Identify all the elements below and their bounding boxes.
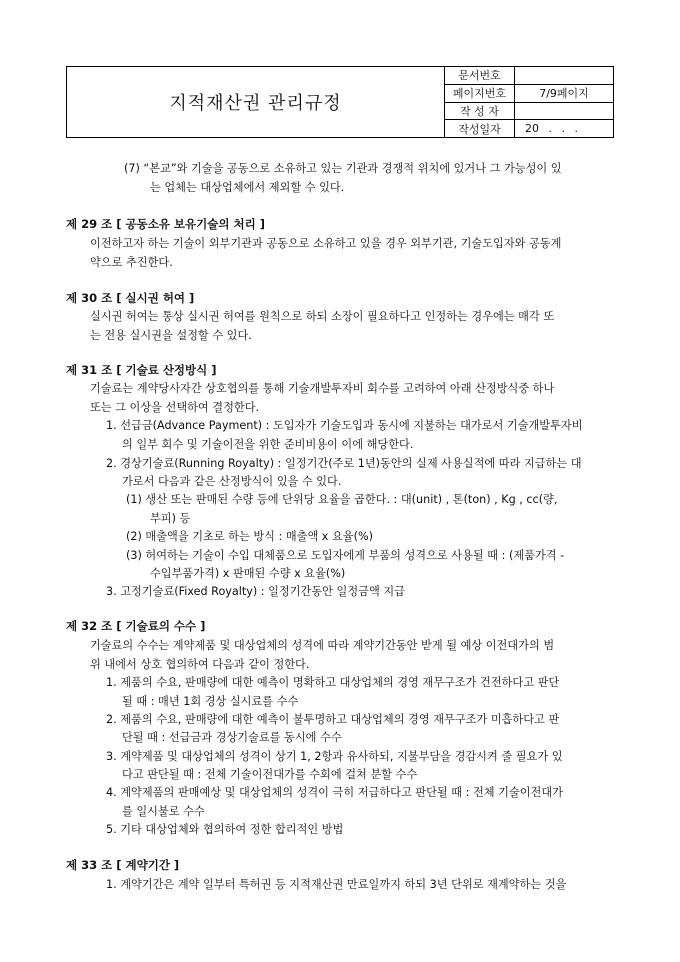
paragraph-line: 기술료의 수수는 계약제품 및 대상업체의 성격에 따라 계약기간동안 받게 될 예상 이전대가의 범 <box>90 639 555 652</box>
meta-row-doc-number <box>445 67 613 85</box>
meta-row-page-number <box>445 85 613 103</box>
article-heading: 제 32 조 [ 기술료의 수수 ] <box>66 619 206 633</box>
meta-label: 작 성 자 <box>445 103 515 120</box>
list-item: 3. 고정기술료(Fixed Royalty) : 일정기간동안 일정금액 지급 <box>106 585 405 598</box>
paragraph-line: (7) “본교”와 기술을 공동으로 소유하고 있는 기관과 경쟁적 위치에 있거나 그 가능성이 있 <box>124 162 562 175</box>
document-title: 지적재산권 관리규정 <box>67 67 445 137</box>
paragraph-line: 실시권 허여는 통상 실시권 허여를 원칙으로 하되 소장이 필요하다고 인정하는 경우에는 매각 또 <box>90 310 555 323</box>
article-heading: 제 33 조 [ 계약기간 ] <box>66 858 180 872</box>
paragraph-line: 는 전용 실시권을 설정할 수 있다. <box>90 329 252 342</box>
list-item: 5. 기타 대상업체와 협의하여 정한 합리적인 방법 <box>106 823 344 836</box>
meta-label: 페이지번호 <box>445 85 515 102</box>
list-item-continuation: 될 때 : 매년 1회 경상 실시료를 수수 <box>122 695 299 708</box>
paragraph-line: 약으로 추진한다. <box>90 256 173 269</box>
list-item-continuation: 다고 판단될 때 : 전체 기술이전대가를 수회에 걸쳐 분할 수수 <box>122 768 418 781</box>
list-item: 2. 경상기술료(Running Royalty) : 일정기간(주로 1년)동안의 실제 사용실적에 따라 지급하는 대 <box>106 457 582 470</box>
paragraph-line: 이전하고자 하는 기술이 외부기관과 공동으로 소유하고 있을 경우 외부기관, 기술도입자와 공동계 <box>90 237 562 250</box>
paragraph-line: 는 업체는 대상업체에서 제외할 수 있다. <box>150 181 345 194</box>
article-heading: 제 29 조 [ 공동소유 보유기술의 처리 ] <box>66 217 265 231</box>
sub-list-item: (2) 매출액을 기초로 하는 방식 : 매출액 x 요율(%) <box>126 530 373 543</box>
meta-row-author <box>445 103 613 121</box>
list-item: 1. 계약기간은 계약 일부터 특허권 등 지적재산권 만료일까지 하되 3년 단위로 재계약하는 것을 <box>106 878 567 891</box>
sub-list-item: (3) 허여하는 기술이 수입 대체품으로 도입자에게 부품의 성격으로 사용될 때 : (제품가격 - <box>126 549 565 562</box>
meta-value: 7/9페이지 <box>539 87 589 101</box>
list-item: 4. 계약제품의 판매예상 및 대상업체의 성격이 극히 저급하다고 판단될 때 : 전체 기술이전대가 <box>106 786 563 799</box>
article-heading: 제 30 조 [ 실시권 허여 ] <box>66 291 195 305</box>
sub-list-item: (1) 생산 또는 판매된 수량 등에 단위당 요율을 곱한다. : 대(unit) , 톤(ton) , Kg , cc(량, <box>126 493 558 506</box>
meta-row-date <box>445 120 613 137</box>
list-item: 2. 제품의 수요, 판매량에 대한 예측이 불투명하고 대상업체의 경영 재무구조가 미흡하다고 판 <box>106 713 560 726</box>
list-item-continuation: 의 일부 회수 및 기술이전을 위한 준비비용이 이에 해당한다. <box>122 438 414 451</box>
paragraph-line: 또는 그 이상을 선택하여 결정한다. <box>90 401 260 414</box>
list-item: 3. 계약제품 및 대상업체의 성격이 상기 1, 2항과 유사하되, 지불부담을 경감시켜 줄 필요가 있 <box>106 750 563 763</box>
sub-list-item-continuation: 부피) 등 <box>150 512 191 525</box>
meta-value: 20 . . . <box>525 122 578 136</box>
paragraph-line: 위 내에서 상호 협의하여 다음과 같이 정한다. <box>90 658 310 671</box>
paragraph-line: 기술료는 계약당사자간 상호협의를 통해 기술개발투자비 회수를 고려하여 아래 산정방식중 하나 <box>90 382 555 395</box>
meta-label: 문서번호 <box>445 67 515 84</box>
meta-value <box>515 103 613 120</box>
meta-label: 작성일자 <box>445 120 515 137</box>
list-item-continuation: 를 일시불로 수수 <box>122 805 205 818</box>
list-item-continuation: 가로서 다음과 같은 산정방식이 있을 수 있다. <box>122 475 342 488</box>
document-meta-grid <box>445 67 613 137</box>
article-heading: 제 31 조 [ 기술료 산정방식 ] <box>66 363 217 377</box>
list-item: 1. 제품의 수요, 판매량에 대한 예측이 명확하고 대상업체의 경영 재무구조가 건전하다고 판단 <box>106 676 560 689</box>
list-item-continuation: 단될 때 : 선급금과 경상기술료를 동시에 수수 <box>122 731 342 744</box>
list-item: 1. 선급금(Advance Payment) : 도입자가 기술도입과 동시에 지불하는 대가로서 기술개발투자비 <box>106 419 583 432</box>
sub-list-item-continuation: 수입부품가격) x 판매된 수량 x 요율(%) <box>150 567 346 580</box>
meta-value <box>515 67 613 84</box>
document-header-table <box>66 66 614 138</box>
